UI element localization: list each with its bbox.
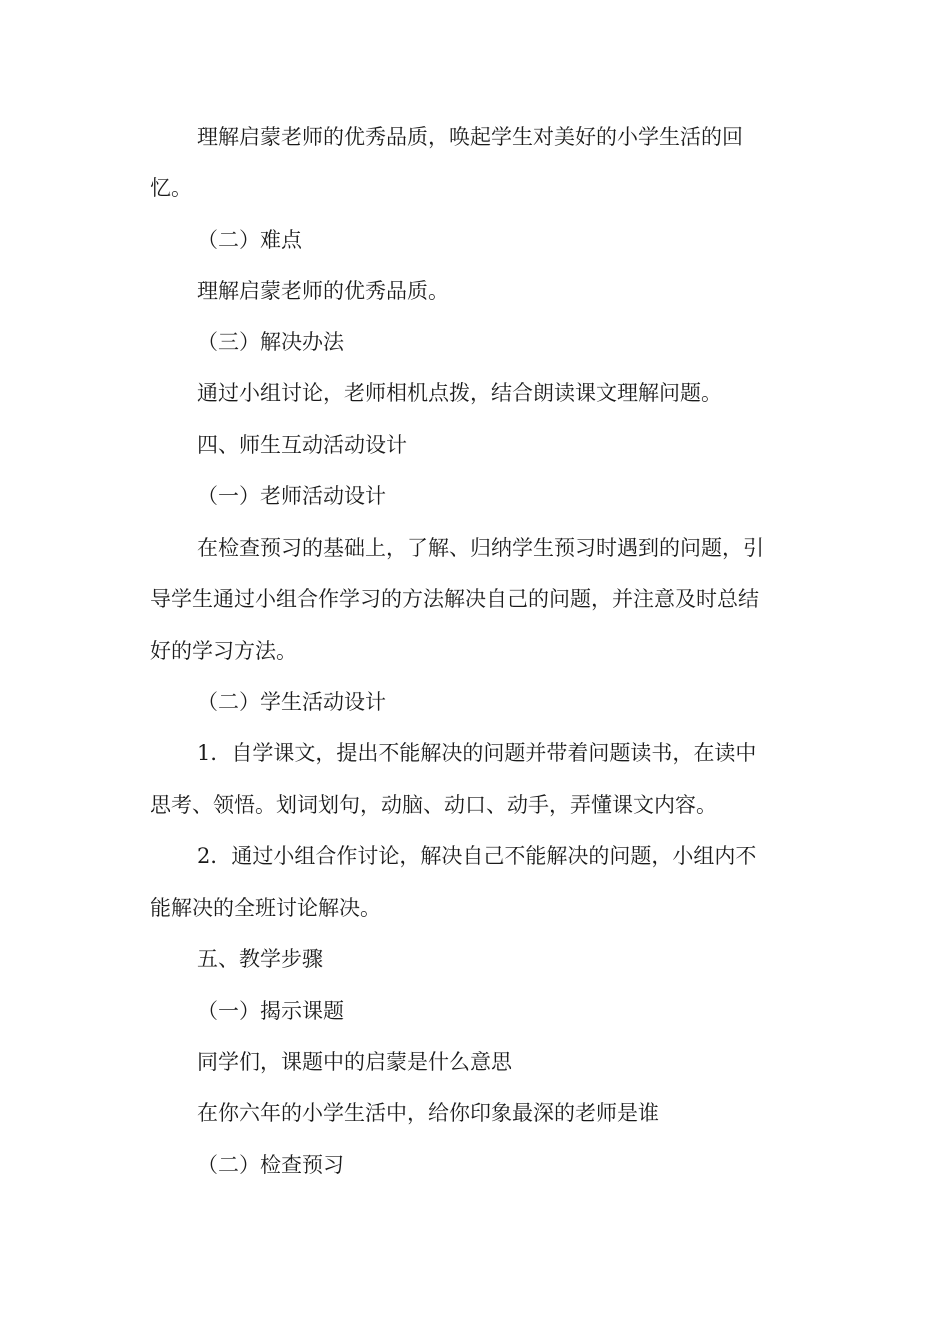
paragraph-line: 导学生通过小组合作学习的方法解决自己的问题，并注意及时总结 bbox=[150, 587, 759, 611]
section-heading: （一）老师活动设计 bbox=[197, 484, 386, 508]
list-item-continuation: 思考、领悟。划词划句，动脑、动口、动手，弄懂课文内容。 bbox=[150, 793, 717, 817]
paragraph-line: 通过小组讨论，老师相机点拨，结合朗读课文理解问题。 bbox=[197, 381, 722, 405]
section-heading: （二）检查预习 bbox=[197, 1153, 344, 1177]
list-item: 1．自学课文，提出不能解决的问题并带着问题读书，在读中 bbox=[197, 741, 757, 765]
section-heading: （二）难点 bbox=[197, 228, 302, 252]
paragraph-line: 同学们，课题中的启蒙是什么意思 bbox=[197, 1050, 512, 1074]
paragraph-line: 理解启蒙老师的优秀品质，唤起学生对美好的小学生活的回 bbox=[197, 125, 743, 149]
section-heading: 四、师生互动活动设计 bbox=[197, 433, 407, 457]
list-item: 2．通过小组合作讨论，解决自己不能解决的问题，小组内不 bbox=[197, 844, 757, 868]
paragraph-line: 理解启蒙老师的优秀品质。 bbox=[197, 279, 449, 303]
list-item-continuation: 能解决的全班讨论解决。 bbox=[150, 896, 381, 920]
paragraph-line: 忆。 bbox=[150, 176, 192, 200]
section-heading: （二）学生活动设计 bbox=[197, 690, 386, 714]
paragraph-line: 在检查预习的基础上，了解、归纳学生预习时遇到的问题，引 bbox=[197, 536, 764, 560]
paragraph-line: 在你六年的小学生活中，给你印象最深的老师是谁 bbox=[197, 1101, 659, 1125]
section-heading: 五、教学步骤 bbox=[197, 947, 323, 971]
section-heading: （一）揭示课题 bbox=[197, 999, 344, 1023]
section-heading: （三）解决办法 bbox=[197, 330, 344, 354]
paragraph-line: 好的学习方法。 bbox=[150, 639, 297, 663]
